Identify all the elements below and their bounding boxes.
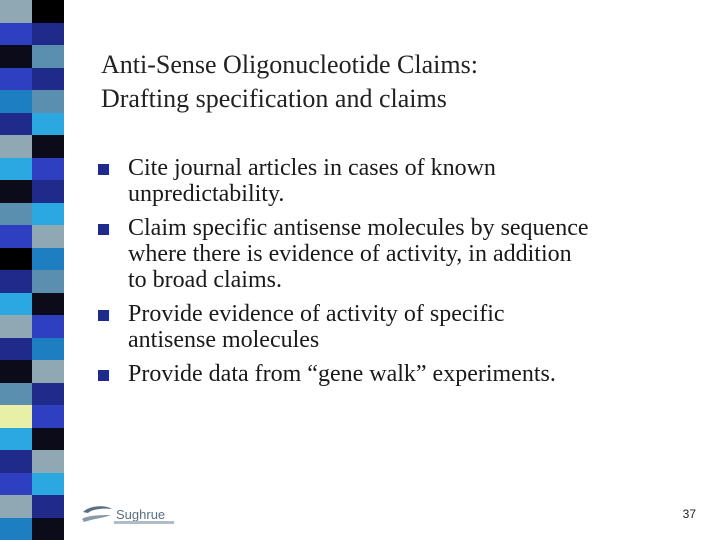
decorative-stripe: [0, 0, 64, 540]
bullet-item-2: [94, 215, 684, 293]
square-bullet-icon: [98, 370, 109, 381]
title-line-2: Drafting specification and claims: [101, 84, 447, 113]
square-bullet-icon: [98, 224, 109, 235]
bullet-text-line: Claim specific antisense molecules by sequence: [128, 215, 589, 241]
bullet-text-line: where there is evidence of activity, in addition: [128, 241, 572, 267]
slide-title: [101, 48, 661, 116]
bullet-item-3: [94, 301, 684, 353]
bullet-text-line: Provide data from “gene walk” experiments.: [128, 361, 556, 387]
bullet-text-line: antisense molecules: [128, 327, 320, 353]
bullet-text-line: unpredictability.: [128, 181, 285, 207]
square-bullet-icon: [98, 164, 109, 175]
bullet-text-line: to broad claims.: [128, 267, 282, 293]
bullet-text-line: Cite journal articles in cases of known: [128, 155, 496, 181]
bullet-item-4: [94, 361, 684, 387]
square-bullet-icon: [98, 310, 109, 321]
bullet-list: [94, 155, 684, 395]
logo-text: Sughrue: [116, 506, 166, 522]
sughrue-swoosh-icon: [80, 503, 114, 525]
logo-tagline-bar: [114, 521, 174, 524]
bullet-text-line: Provide evidence of activity of specific: [128, 301, 505, 327]
title-line-1: Anti-Sense Oligonucleotide Claims:: [101, 50, 478, 79]
bullet-item-1: [94, 155, 684, 207]
page-number: 37: [682, 507, 696, 521]
